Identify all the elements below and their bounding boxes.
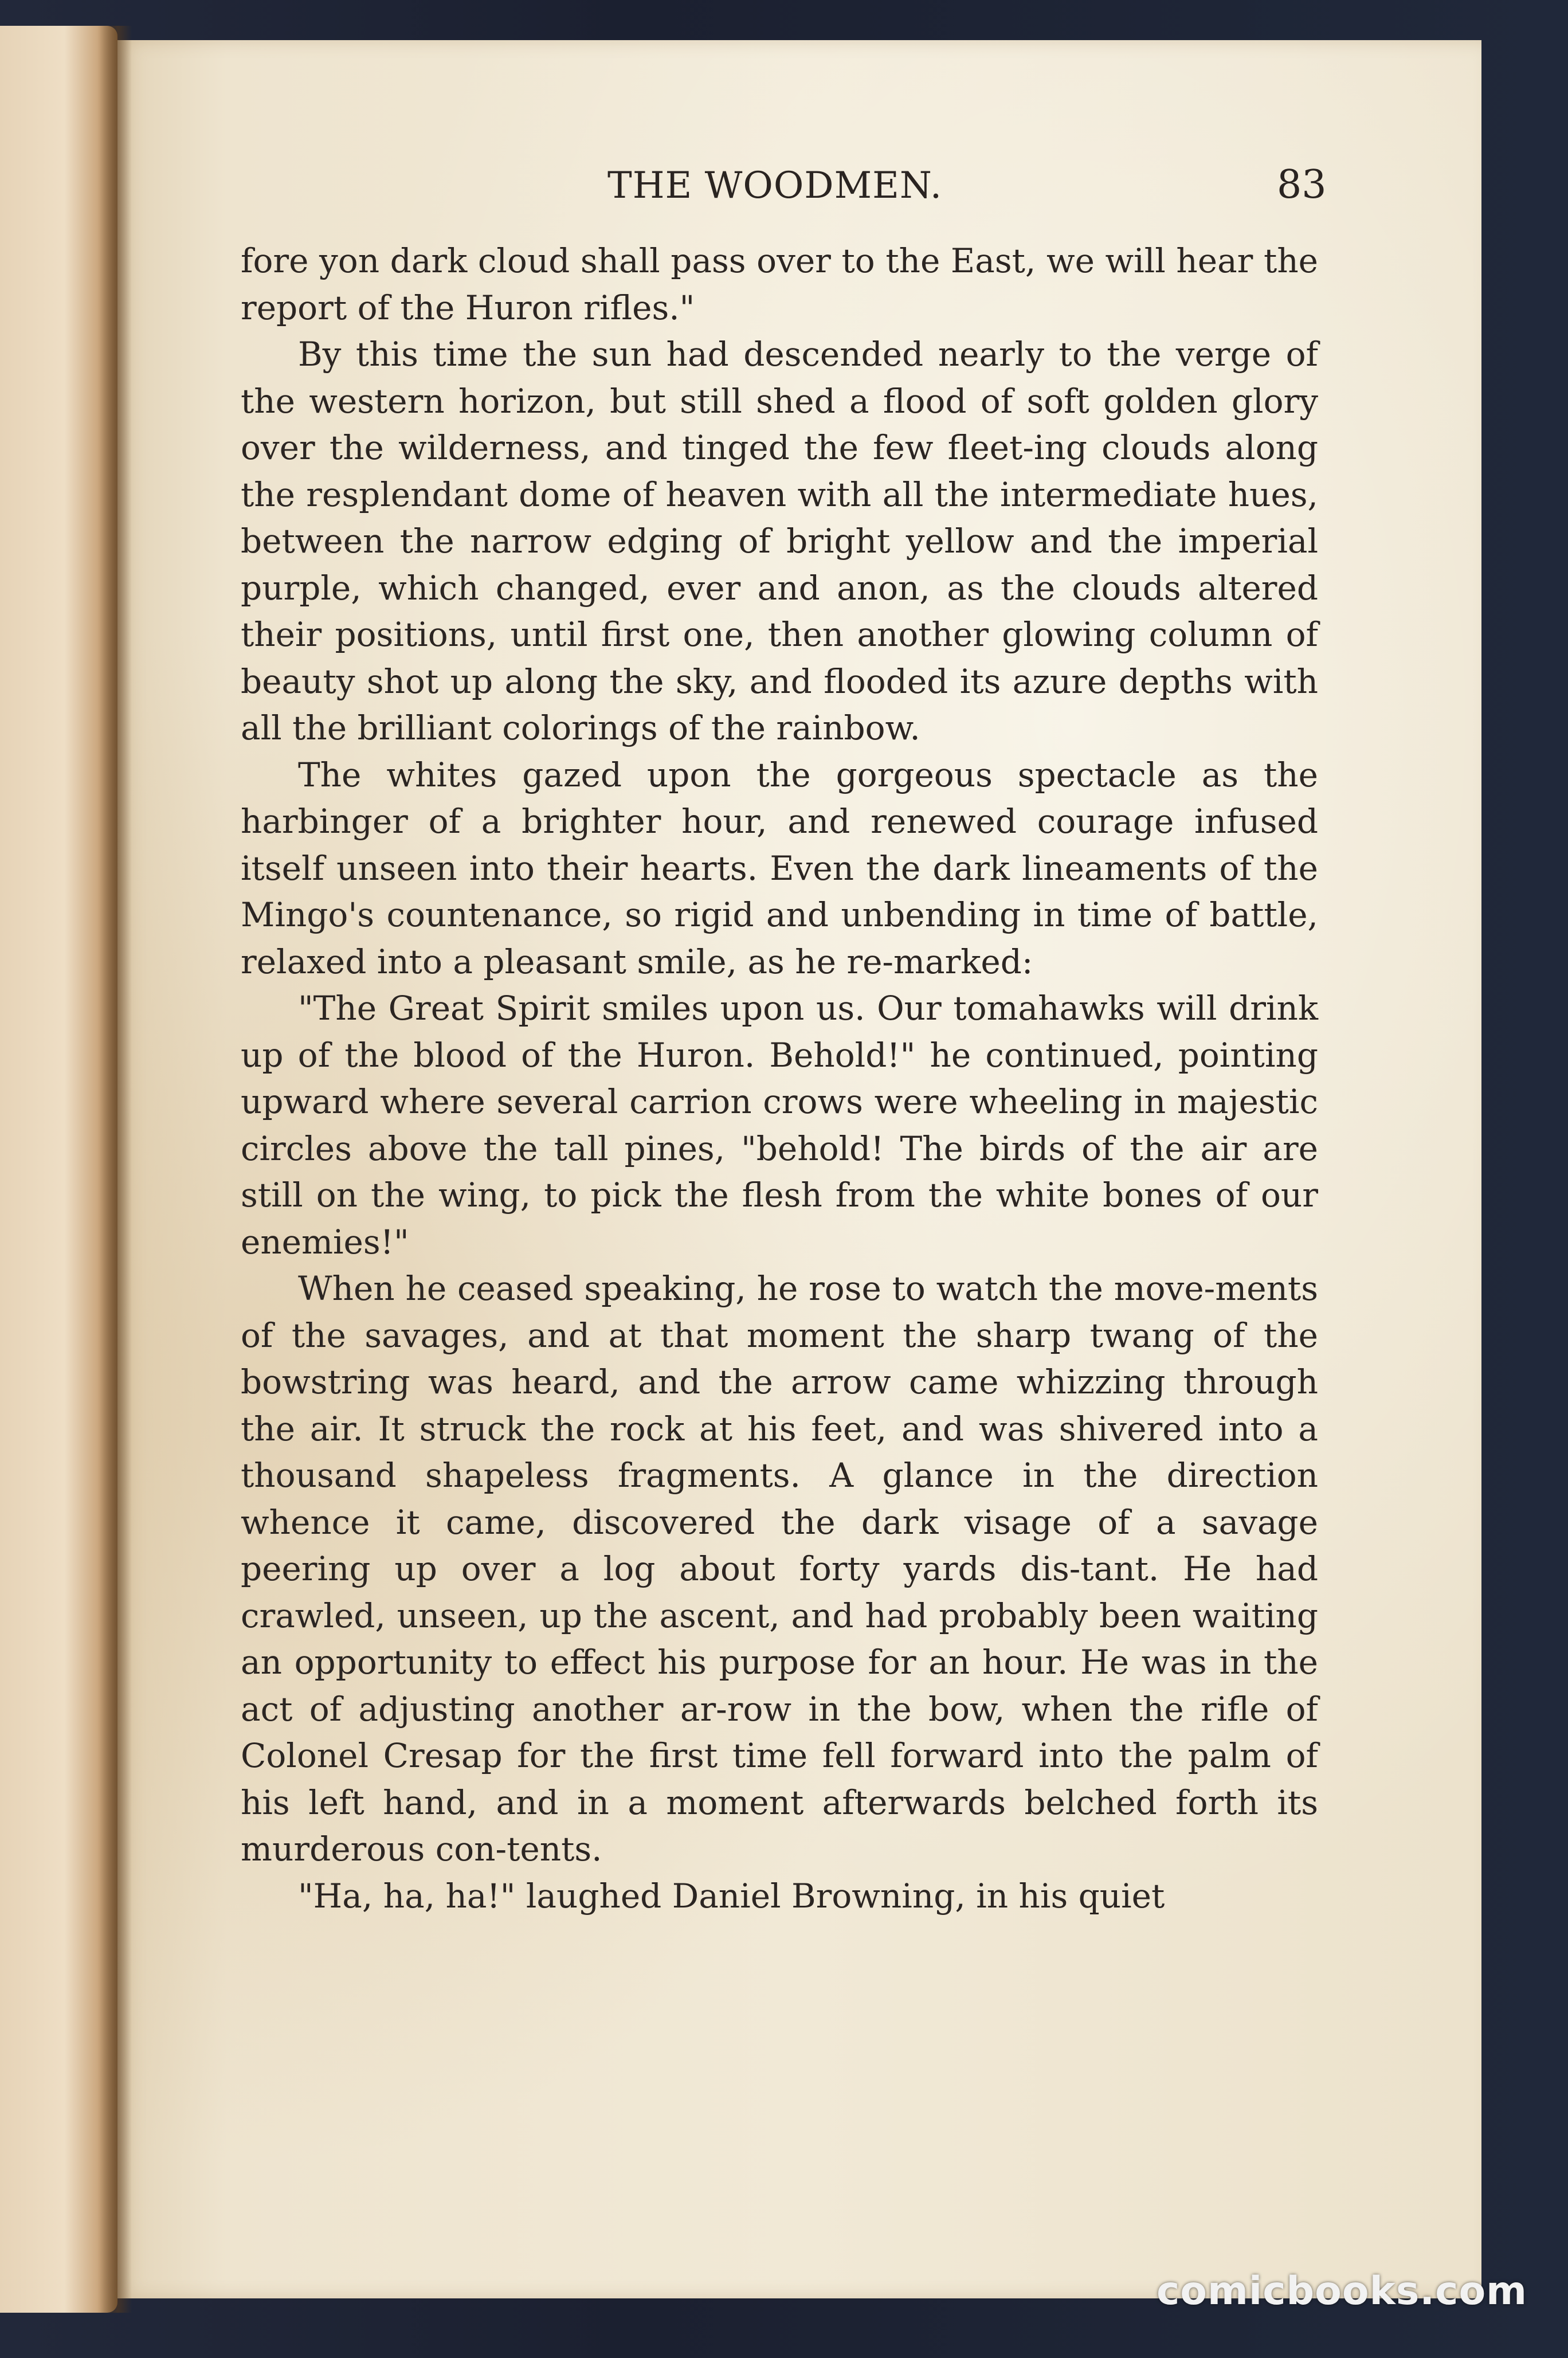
running-title: THE WOODMEN. [607,164,943,207]
paragraph-quote: "Ha, ha, ha!" laughed Daniel Browning, in his quiet [298,1876,1165,1916]
page-body [241,238,1318,1920]
paragraph-quote: "The Great Spirit smiles upon us. Our tomahawks will drink up of the blood of the Huron. Behold!" he continued, pointing upward where several carrion crows were wheeling in majestic circles above the tall pines, "behold! The birds of the air are still on the wing, to pick the flesh from the white bones of our enemies!" [241,989,1318,1262]
paragraph: The whites gazed upon the gorgeous spectacle as the harbinger of a brighter hour, and renewed courage infused itself unseen into their hearts. Even the dark lineaments of the Mingo's countenance, so rigid and unbending in time of battle, relaxed into a pleasant smile, as he re-marked: [241,755,1318,981]
paragraph: When he ceased speaking, he rose to watch the move-ments of the savages, and at that moment the sharp twang of the bowstring was heard, and the arrow came whizzing through the air. It struck the rock at his feet, and was shivered into a thousand shapeless fragments. A glance in the direction whence it came, discovered the dark visage of a savage peering up over a log about forty yards dis-tant. He had crawled, unseen, up the ascent, and had probably been waiting an opportunity to effect his purpose for an hour. He was in the act of adjusting another ar-row in the bow, when the rifle of Colonel Cresap for the first time fell forward into the palm of his left hand, and in a moment afterwards belched forth its murderous con-tents. [241,1269,1318,1869]
watermark: comicbooks.com [1157,2269,1528,2314]
paragraph-continuation: fore yon dark cloud shall pass over to the East, we will hear the report of the Huron rifles." [241,241,1318,327]
page-number: 83 [1277,162,1327,207]
spine-shadow [97,26,132,2313]
paragraph: By this time the sun had descended nearly to the verge of the western horizon, but still shed a flood of soft golden glory over the wilderness, and tinged the few fleet-ing clouds along the resplendant dome of heaven with all the intermediate hues, between the narrow edging of bright yellow and the imperial purple, which changed, ever and anon, as the clouds altered their positions, until first one, then another glowing column of beauty shot up along the sky, and flooded its azure depths with all the brilliant colorings of the rainbow. [241,335,1318,747]
